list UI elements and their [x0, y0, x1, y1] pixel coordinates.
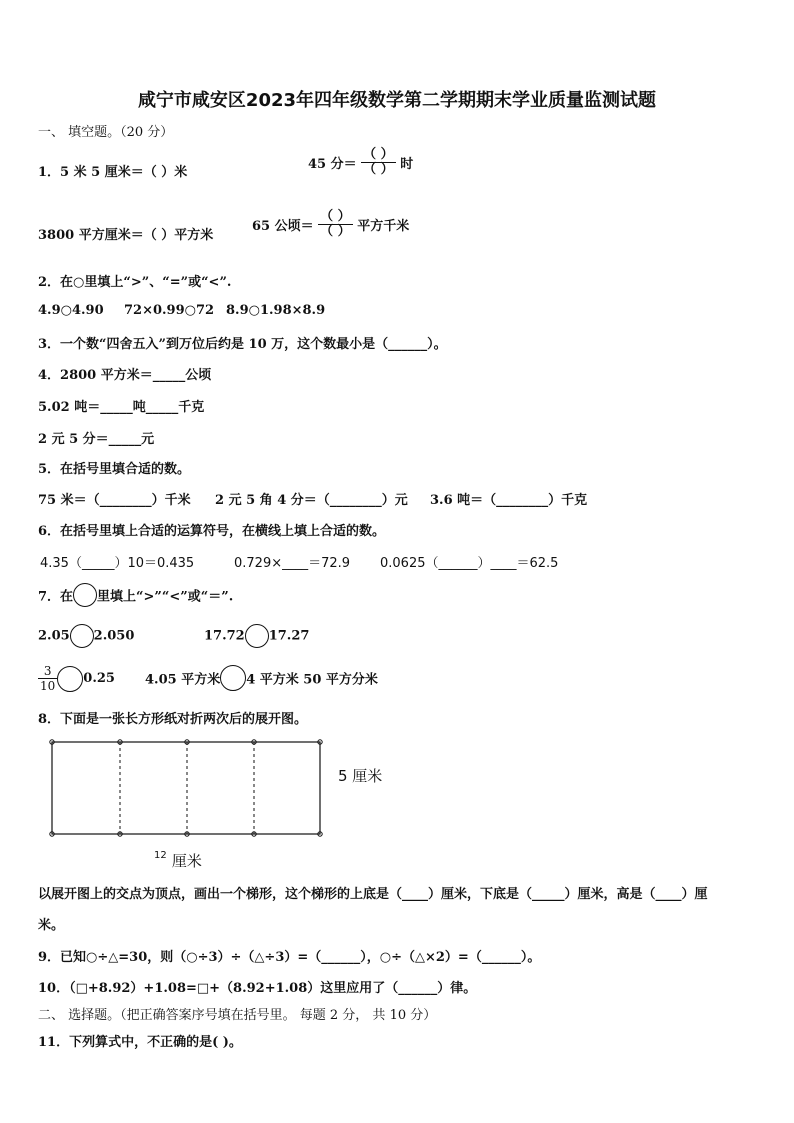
- question-2b: 72×0.99○72: [124, 303, 215, 318]
- question-4a: 4．2800 平方米＝_____公顷: [38, 368, 212, 383]
- fraction-denominator: （ ）: [320, 224, 351, 239]
- question-1d-prefix: 65 公顷＝: [252, 219, 314, 234]
- question-1c: 3800 平方厘米＝（ ）平方米: [38, 228, 214, 243]
- question-7a-right: 2.050: [93, 628, 135, 644]
- question-7c-fraction: [38, 664, 57, 693]
- paper-rectangle: [52, 742, 320, 834]
- compare-circle-icon[interactable]: [245, 624, 269, 648]
- question-1b-fraction: [361, 148, 396, 177]
- question-8-text-line2: 米。: [38, 918, 65, 933]
- compare-circle-icon[interactable]: [70, 624, 94, 648]
- question-9: 9．已知○÷△=30，则（○÷3）÷（△÷3）=（______），○÷（△×2）=（______）。: [38, 950, 541, 965]
- question-7a-left: 2.05: [38, 628, 70, 644]
- question-1a: 1．5 米 5 厘米＝（ ）米: [38, 165, 188, 180]
- compare-circle-icon[interactable]: [220, 665, 246, 691]
- question-1d: [252, 210, 409, 239]
- question-11: 11．下列算式中，不正确的是( )。: [38, 1035, 242, 1050]
- question-6b: 0.729×____＝72.9: [234, 556, 351, 571]
- question-5a: 75 米＝（________）千米: [38, 493, 191, 508]
- page-title: 咸宁市咸安区2023年四年级数学第二学期期末学业质量监测试题: [137, 90, 657, 111]
- question-8: 8．下面是一张长方形纸对折两次后的展开图。: [38, 712, 308, 727]
- section-2-heading: 二、 选择题。（把正确答案序号填在括号里。 每题 2 分， 共 10 分）: [38, 1008, 437, 1023]
- question-6a: 4.35（_____）10＝0.435: [40, 556, 195, 571]
- fraction-numerator: （ ）: [363, 147, 394, 162]
- compare-circle-icon: [73, 583, 97, 607]
- question-10: 10．（□+8.92）+1.08=□+（8.92+1.08）这里应用了（______）律。: [38, 981, 477, 996]
- question-5c: 3.6 吨＝（________）千克: [430, 493, 588, 508]
- fig-height-label: 5 厘米: [338, 767, 383, 785]
- question-3: 3．一个数“四舍五入”到万位后约是 10 万，这个数最小是（______）。: [38, 337, 447, 352]
- question-7d: [145, 665, 378, 691]
- question-5b: 2 元 5 角 4 分＝（________）元: [215, 493, 408, 508]
- question-7b-left: 17.72: [204, 628, 245, 644]
- question-2a: 4.9○4.90: [38, 303, 104, 318]
- question-7: [38, 583, 233, 607]
- question-1b-prefix: 45 分＝: [308, 157, 357, 172]
- fig-width-label: [154, 850, 202, 871]
- question-6c: 0.0625（______）____＝62.5: [380, 556, 559, 571]
- fraction-numerator: （ ）: [320, 209, 351, 224]
- section-1-heading: 一、 填空题。（20 分）: [38, 125, 174, 140]
- question-7c-right: 0.25: [83, 671, 115, 686]
- question-7a: [38, 624, 134, 648]
- question-4c: 2 元 5 分＝_____元: [38, 432, 155, 447]
- fold-diagram: [40, 734, 340, 844]
- question-1d-fraction: [318, 210, 353, 239]
- question-6: 6．在括号里填上合适的运算符号，在横线上填上合适的数。: [38, 524, 386, 539]
- question-5: 5．在括号里填合适的数。: [38, 462, 191, 477]
- question-7b-right: 17.27: [268, 628, 310, 644]
- question-8-text-line1: 以展开图上的交点为顶点，画出一个梯形，这个梯形的上底是（____）厘米，下底是（_____）厘米，高是（____）厘: [38, 887, 708, 902]
- question-1d-suffix: 平方千米: [357, 219, 410, 234]
- question-7d-left: 4.05 平方米: [145, 672, 221, 688]
- fig-width-number: 12: [154, 850, 167, 861]
- question-4b: 5.02 吨＝_____吨_____千克: [38, 400, 205, 415]
- fig-width-unit: 厘米: [171, 852, 202, 870]
- question-7b: [204, 624, 309, 648]
- fraction-numerator: 3: [38, 664, 57, 679]
- intersection-points: [50, 740, 322, 836]
- fraction-denominator: 10: [40, 679, 56, 693]
- question-2c: 8.9○1.98×8.9: [226, 303, 326, 318]
- fraction-denominator: （ ）: [363, 162, 394, 177]
- question-7-prefix: 7．在: [38, 589, 74, 605]
- question-7d-right: 4 平方米 50 平方分米: [246, 672, 378, 688]
- question-1b-suffix: 时: [400, 157, 414, 172]
- question-1b: [308, 148, 413, 177]
- question-7-suffix: 里填上“>”“<”或“＝”.: [97, 589, 234, 605]
- question-2: 2．在○里填上“>”、“=”或“<”.: [38, 275, 232, 290]
- question-7c: [38, 664, 115, 693]
- compare-circle-icon[interactable]: [57, 666, 83, 692]
